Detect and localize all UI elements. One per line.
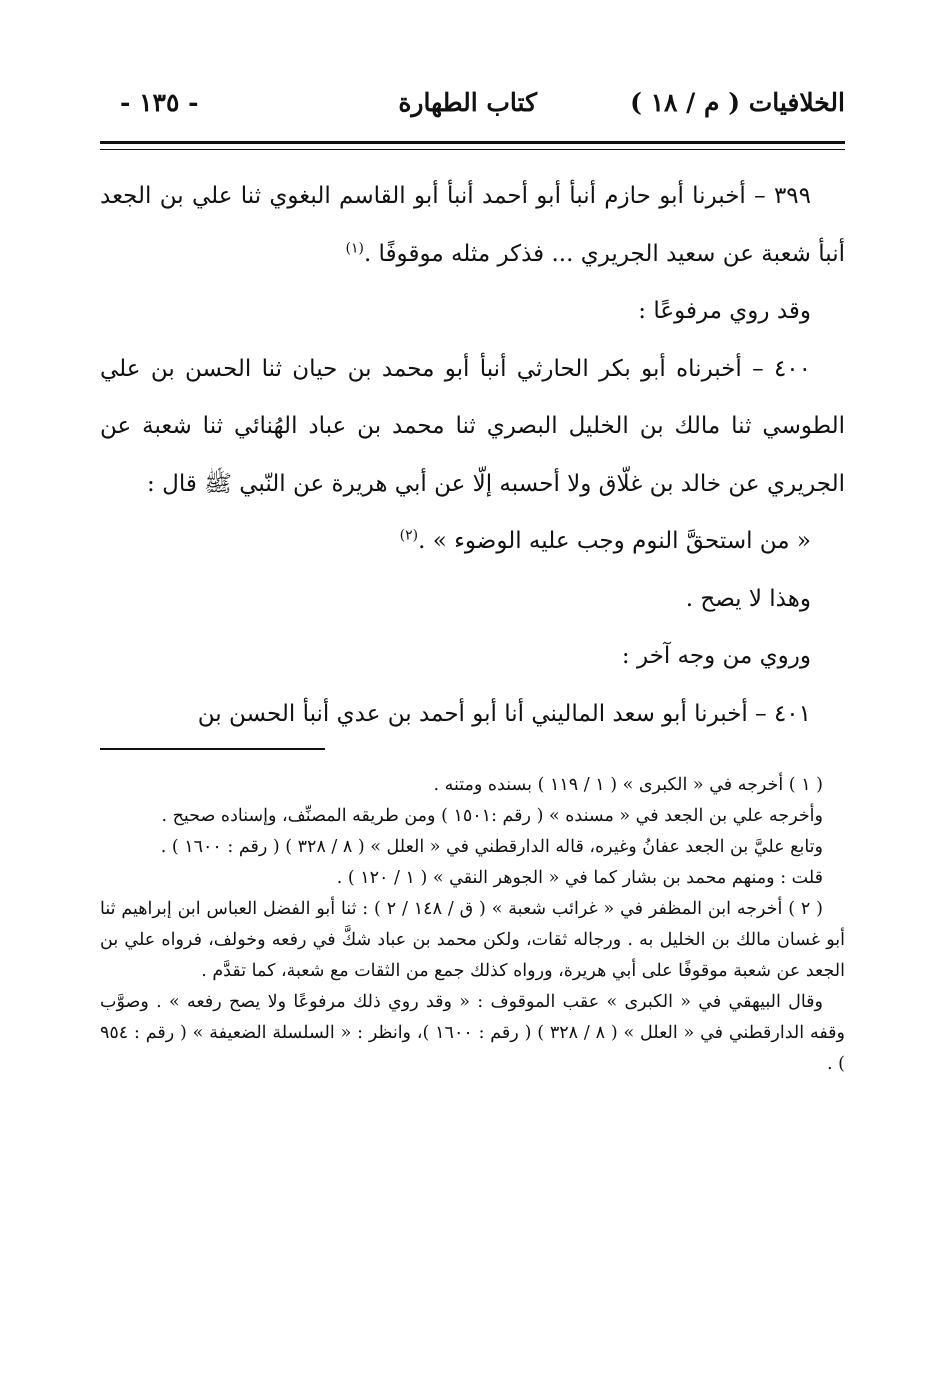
- chapter-title: كتاب الطهارة: [398, 88, 537, 117]
- transition-another-way: وروي من وجه آخر :: [621, 643, 811, 669]
- header-rule-thick: [100, 141, 845, 144]
- hadith-399-text: ٣٩٩ – أخبرنا أبو حازم أنبأ أبو أحمد أنبأ أبو القاسم البغوي ثنا علي بن الجعد أنبأ شعبة عن سعيد الجريري ... فذكر مثله موقوفًا .: [100, 183, 845, 267]
- hadith-matn-text: « من استحقَّ النوم وجب عليه الوضوء » .: [418, 528, 811, 554]
- footnote-separator: [100, 748, 325, 750]
- book-title: الخلافيات ( م / ١٨ ): [630, 88, 845, 117]
- hadith-400: ٤٠٠ – أخبرناه أبو بكر الحارثي أنبأ أبو محمد بن حيان ثنا الحسن بن علي الطوسي ثنا مالك بن الخليل البصري ثنا محمد بن عباد الهُنائي ثنا شعبة عن الجريري عن خالد بن غلّاق ولا أحسبه إلّا عن أبي هريرة عن النّبي ﷺ قال :: [100, 355, 845, 497]
- footnote-ref-2: (٢): [399, 527, 419, 544]
- main-text: [100, 168, 845, 743]
- hadith-401: ٤٠١ – أخبرنا أبو سعد الماليني أنا أبو أحمد بن عدي أنبأ الحسن بن: [197, 700, 811, 727]
- footnote-1-cont-c: قلت : ومنهم محمد بن بشار كما في « الجوهر النقي » ( ١ / ١٢٠ ) .: [336, 868, 823, 888]
- footnote-2-cont: وقال البيهقي في « الكبرى » عقب الموقوف : « وقد روي ذلك مرفوعًا ولا يصح رفعه » . وصوَّب وقفه الدارقطني في « العلل » ( ٨ / ٣٢٨ ) ( رقم : ١٦٠٠ )، وانظر : « السلسلة الضعيفة » ( رقم : ٩٥٤ ) .: [100, 992, 845, 1074]
- footnote-1-cont-b: وتابع عليَّ بن الجعد عفانُ وغيره، قاله الدارقطني في « العلل » ( ٨ / ٣٢٨ ) ( رقم : ١٦٠٠ ) .: [160, 837, 823, 857]
- footnote-1: ( ١ ) أخرجه في « الكبرى » ( ١ / ١١٩ ) بسنده ومتنه .: [433, 775, 823, 795]
- hadith-399: [100, 168, 845, 283]
- footnote-2: ( ٢ ) أخرجه ابن المظفر في « غرائب شعبة » ( ق / ١٤٨ / ٢ ) : ثنا أبو الفضل العباس ابن إبراهيم ثنا أبو غسان مالك بن الخليل به . ورجاله ثقات، ولكن محمد بن عباد شكَّ في رفعه وخولف، فرواه علي بن الجعد عن شعبة موقوفًا على أبي هريرة، ورواه كذلك جمع من الثقات مع شعبة، كما تقدَّم .: [100, 899, 845, 981]
- footnotes: [100, 770, 845, 1080]
- footnote-ref-1: (١): [345, 239, 364, 256]
- transition-marfu: وقد روي مرفوعًا :: [638, 298, 811, 324]
- running-header: [100, 82, 845, 124]
- footnote-1-cont-a: وأخرجه علي بن الجعد في « مسنده » ( رقم :١٥٠١ ) ومن طريقه المصنِّف، وإسناده صحيح .: [161, 806, 823, 826]
- grading-statement: وهذا لا يصح .: [685, 585, 811, 612]
- page-number: - ١٣٥ -: [120, 88, 199, 117]
- hadith-matn: [100, 513, 845, 571]
- header-rule-thin: [100, 149, 845, 150]
